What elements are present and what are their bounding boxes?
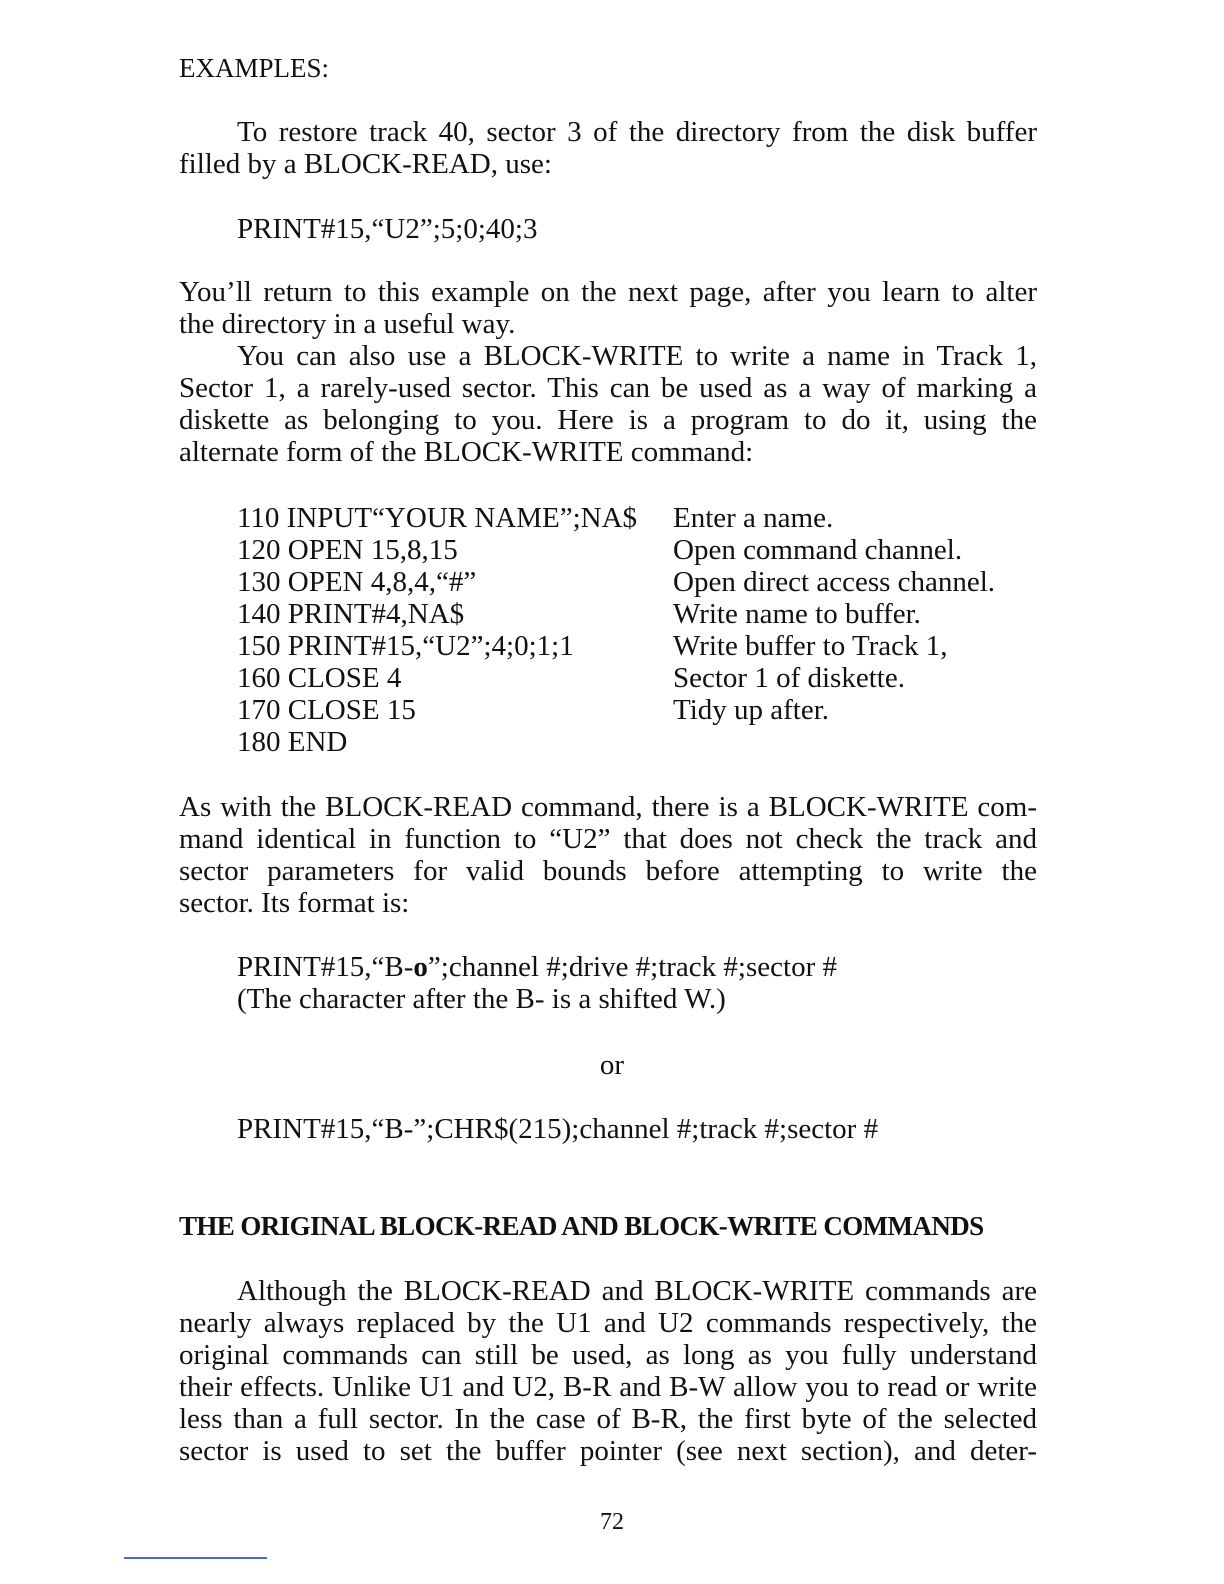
format-suffix: ”;channel #;drive #;track #;sector # bbox=[427, 951, 837, 983]
return-paragraph bbox=[179, 276, 1037, 340]
program-comment: Open command channel. bbox=[673, 534, 963, 566]
paragraph-line: sector. Its format is: bbox=[179, 887, 410, 919]
paragraph-line: the directory in a useful way. bbox=[179, 308, 516, 340]
program-code: 110 INPUT“YOUR NAME”;NA$ bbox=[237, 502, 638, 534]
paragraph-line: sector parameters for valid bounds before attempting to write the bbox=[179, 855, 1037, 887]
program-comment: Sector 1 of diskette. bbox=[673, 662, 905, 694]
program-comment: Tidy up after. bbox=[673, 694, 830, 726]
or-separator: or bbox=[599, 1049, 625, 1081]
program-comment: Write buffer to Track 1, bbox=[673, 630, 948, 662]
section-title: THE ORIGINAL BLOCK-READ AND BLOCK-WRITE COMMANDS bbox=[179, 1211, 984, 1241]
program-comment bbox=[673, 726, 1037, 758]
paragraph-line: sector is used to set the buffer pointer (see next section), and deter- bbox=[179, 1435, 1037, 1467]
footer-rule bbox=[124, 1557, 267, 1559]
program-line bbox=[237, 630, 1037, 662]
program-code: 170 CLOSE 15 bbox=[237, 694, 416, 726]
program-line bbox=[237, 598, 1037, 630]
intro-paragraph bbox=[179, 116, 1037, 180]
block-write-paragraph bbox=[179, 340, 1037, 468]
program-comment: Write name to buffer. bbox=[673, 598, 921, 630]
format-b-shifted-w bbox=[237, 951, 837, 983]
paragraph-line: As with the BLOCK-READ command, there is a BLOCK-WRITE com- bbox=[179, 791, 1037, 823]
original-commands-paragraph bbox=[179, 1275, 1037, 1467]
paragraph-line: diskette as belonging to you. Here is a program to do it, using the bbox=[179, 404, 1037, 436]
paragraph-line: nearly always replaced by the U1 and U2 commands respectively, the bbox=[179, 1307, 1037, 1339]
paragraph-line: mand identical in function to “U2” that does not check the track and bbox=[179, 823, 1037, 855]
page-number: 72 bbox=[600, 1509, 624, 1535]
paragraph-line: original commands can still be used, as long as you fully understand bbox=[179, 1339, 1037, 1371]
paragraph-line: Although the BLOCK-READ and BLOCK-WRITE commands are bbox=[237, 1275, 1037, 1307]
program-line bbox=[237, 566, 1037, 598]
program-code: 120 OPEN 15,8,15 bbox=[237, 534, 458, 566]
program-line bbox=[237, 534, 1037, 566]
program-line bbox=[237, 726, 1037, 758]
program-line bbox=[237, 662, 1037, 694]
program-code: 140 PRINT#4,NA$ bbox=[237, 598, 465, 630]
program-code: 150 PRINT#15,“U2”;4;0;1;1 bbox=[237, 630, 574, 662]
program-line bbox=[237, 502, 1037, 534]
format-prefix: PRINT#15,“B- bbox=[237, 951, 414, 983]
code-u2-example: PRINT#15,“U2”;5;0;40;3 bbox=[237, 213, 538, 245]
paragraph-line: their effects. Unlike U1 and U2, B-R and B-W allow you to read or write bbox=[179, 1371, 1037, 1403]
paragraph-line: Sector 1, a rarely-used sector. This can be used as a way of marking a bbox=[179, 372, 1037, 404]
paragraph-line: You can also use a BLOCK-WRITE to write a name in Track 1, bbox=[237, 340, 1037, 372]
program-comment: Open direct access channel. bbox=[673, 566, 996, 598]
program-code: 130 OPEN 4,8,4,“#” bbox=[237, 566, 477, 598]
paragraph-line: To restore track 40, sector 3 of the directory from the disk buffer bbox=[237, 116, 1037, 148]
format-chr215: PRINT#15,“B-”;CHR$(215);channel #;track #;sector # bbox=[237, 1113, 879, 1145]
block-read-paragraph bbox=[179, 791, 1037, 919]
paragraph-line: less than a full sector. In the case of B-R, the first byte of the selected bbox=[179, 1403, 1037, 1435]
paragraph-line: filled by a BLOCK-READ, use: bbox=[179, 148, 552, 180]
program-line bbox=[237, 694, 1037, 726]
paragraph-line: You’ll return to this example on the next page, after you learn to alter bbox=[179, 276, 1037, 308]
examples-heading: EXAMPLES: bbox=[179, 53, 330, 83]
program-comment: Enter a name. bbox=[673, 502, 834, 534]
shifted-w-char: o bbox=[413, 951, 428, 983]
program-listing bbox=[237, 502, 1037, 758]
format-note: (The character after the B- is a shifted W.) bbox=[237, 983, 726, 1015]
program-code: 160 CLOSE 4 bbox=[237, 662, 402, 694]
paragraph-line: alternate form of the BLOCK-WRITE command: bbox=[179, 436, 754, 468]
program-code: 180 END bbox=[237, 726, 348, 758]
